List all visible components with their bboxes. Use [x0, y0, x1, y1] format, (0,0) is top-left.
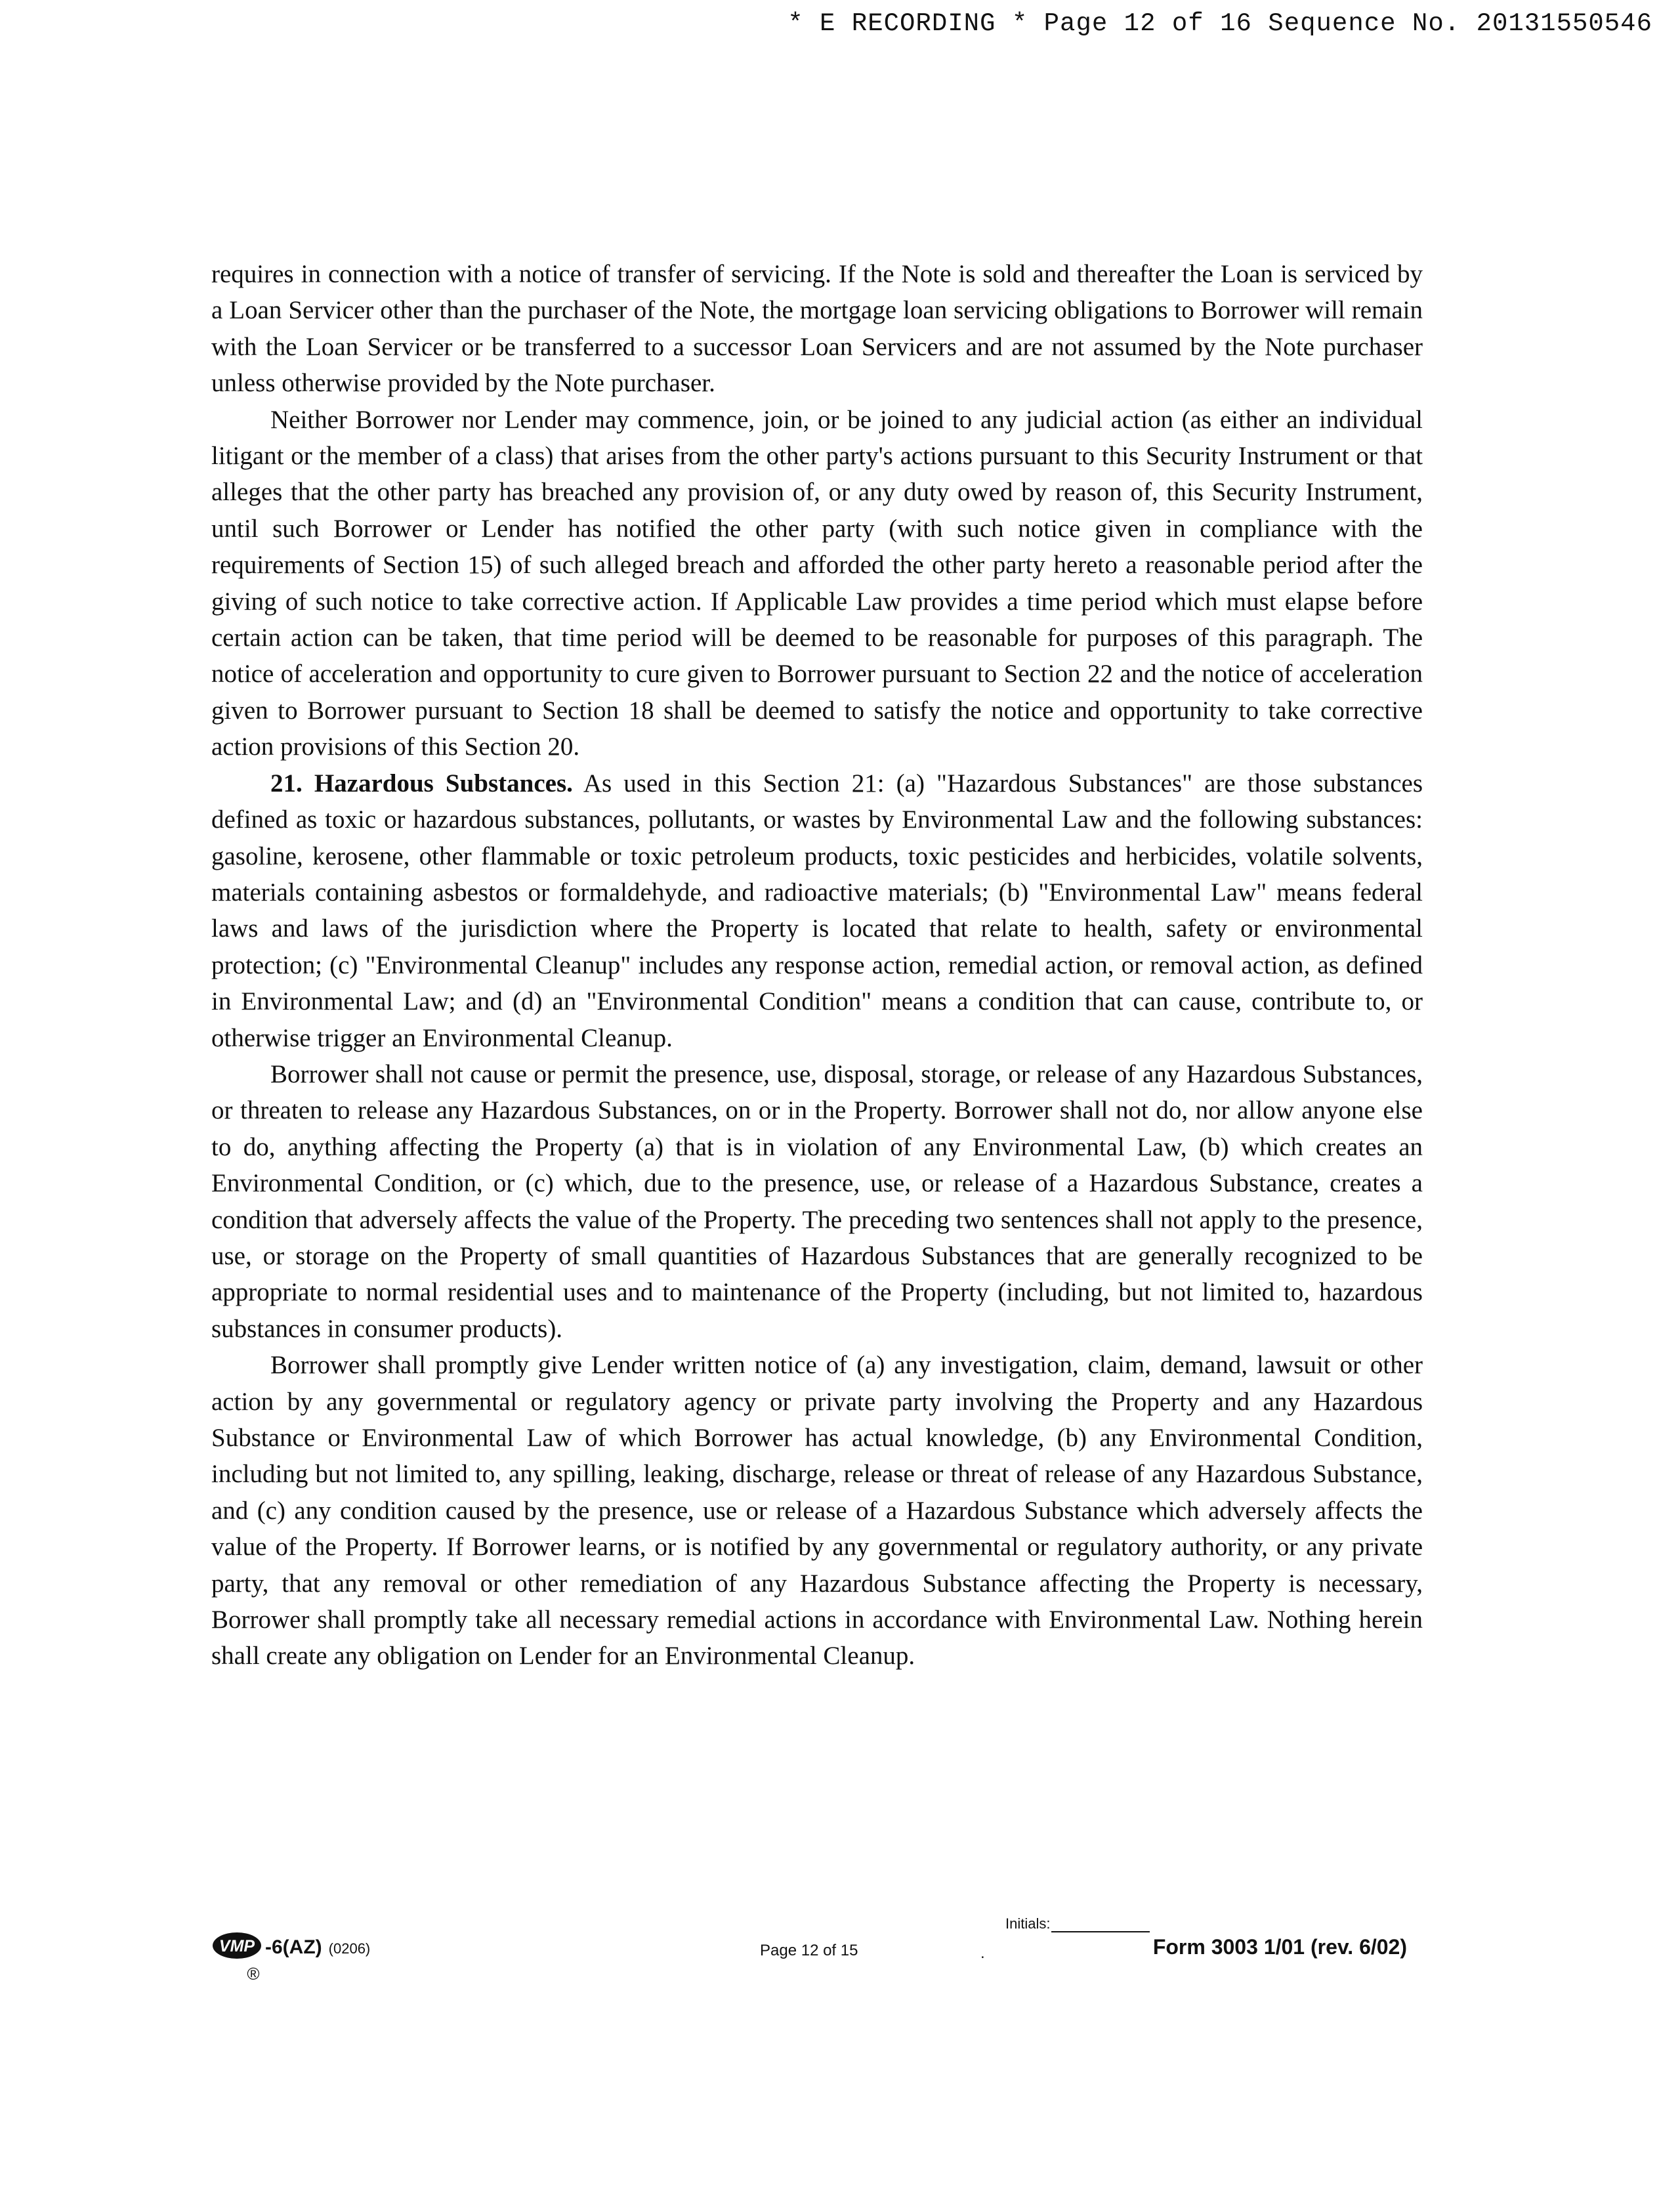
recording-stamp: * E RECORDING * Page 12 of 16 Sequence No. 20131550546 [788, 9, 1652, 38]
registered-mark: ® [247, 1964, 260, 1984]
footer-dot: . [980, 1944, 985, 1962]
paragraph-borrower-not-cause: Borrower shall not cause or permit the presence, use, disposal, storage, or release of any Hazardous Substances, or threaten to release any Hazardous Substances, on or in the Property. Borrower shall not do, nor allow anyone else to do, anything affecting the Property (a) that is in violation of any Environmental Law, (b) which creates an Environmental Condition, or (c) which, due to the presence, use, or release of a Hazardous Substance, creates a condition that adversely affects the value of the Property. The preceding two sentences shall not apply to the presence, use, or storage on the Property of small quantities of Hazardous Substances that are generally recognized to be appropriate to normal residential uses and to maintenance of the Property (including, but not limited to, hazardous substances in consumer products). [211, 1059, 1423, 1343]
form-number: Form 3003 1/01 (rev. 6/02) [1152, 1935, 1407, 1959]
section-21-text: As used in this Section 21: (a) "Hazardous Substances" are those substances defined as toxic or hazardous substances, pollutants, or wastes by Environmental Law and the following substances: gasoline, kerosene, other flammable or toxic petroleum products, toxic pesticides and herbicides, volatile solvents, materials containing asbestos or formaldehyde, and radioactive materials; (b) "Environmental Law" means federal laws and laws of the jurisdiction where the Property is located that relate to health, safety or environmental protection; (c) "Environmental Cleanup" includes any response action, remedial action, or removal action, as defined in Environmental Law; and (d) an "Environmental Condition" means a condition that can cause, contribute to, or otherwise trigger an Environmental Cleanup. [211, 769, 1423, 1052]
paragraph-section-21 [211, 765, 1423, 1056]
initials-label: Initials: [1005, 1915, 1051, 1932]
vmp-logo [211, 1930, 370, 1985]
paragraph-judicial-action: Neither Borrower nor Lender may commence, join, or be joined to any judicial action (as either an individual litigant or the member of a class) that arises from the other party's actions pursuant to this Security Instrument or that alleges that the other party has breached any provision of, or any duty owed by reason of, this Security Instrument, until such Borrower or Lender has notified the other party (with such notice given in compliance with the requirements of Section 15) of such alleged breach and afforded the other party hereto a reasonable period after the giving of such notice to take corrective action. If Applicable Law provides a time period which must elapse before certain action can be taken, that time period will be deemed to be reasonable for purposes of this paragraph. The notice of acceleration and opportunity to cure given to Borrower pursuant to Section 22 and the notice of acceleration given to Borrower pursuant to Section 18 shall be deemed to satisfy the notice and opportunity to take corrective action provisions of this Section 20. [211, 405, 1423, 761]
form-date: (0206) [328, 1940, 371, 1957]
initials-line[interactable] [1051, 1917, 1150, 1932]
section-21-heading: 21. Hazardous Substances. [270, 769, 573, 798]
document-body [211, 256, 1423, 1674]
vmp-logo-letters: VMP [219, 1937, 255, 1955]
paragraph-borrower-notice: Borrower shall promptly give Lender written notice of (a) any investigation, claim, demand, lawsuit or other action by any governmental or regulatory agency or private party involving the Property and any Hazardous Substance or Environmental Law of which Borrower has actual knowledge, (b) any Environmental Condition, including but not limited to, any spilling, leaking, discharge, release or threat of release of any Hazardous Substance, and (c) any condition caused by the presence, use or release of a Hazardous Substance which adversely affects the value of the Property. If Borrower learns, or is notified by any governmental or regulatory authority, or any private party, that any removal or other remediation of any Hazardous Substance affecting the Property is necessary, Borrower shall promptly take all necessary remedial actions in accordance with Environmental Law. Nothing herein shall create any obligation on Lender for an Environmental Cleanup. [211, 1351, 1423, 1671]
paragraph-servicing-continuation: requires in connection with a notice of transfer of servicing. If the Note is sold and thereafter the Loan is serviced by a Loan Servicer other than the purchaser of the Note, the mortgage loan servicing obligations to Borrower will remain with the Loan Servicer or be transferred to a successor Loan Servicers and are not assumed by the Note purchaser unless otherwise provided by the Note purchaser. [211, 260, 1423, 398]
form-code: -6(AZ) [265, 1936, 322, 1958]
footer-page-number: Page 12 of 15 [760, 1942, 858, 1959]
vmp-logo-icon [211, 1930, 262, 1985]
initials-field[interactable] [1005, 1915, 1150, 1932]
